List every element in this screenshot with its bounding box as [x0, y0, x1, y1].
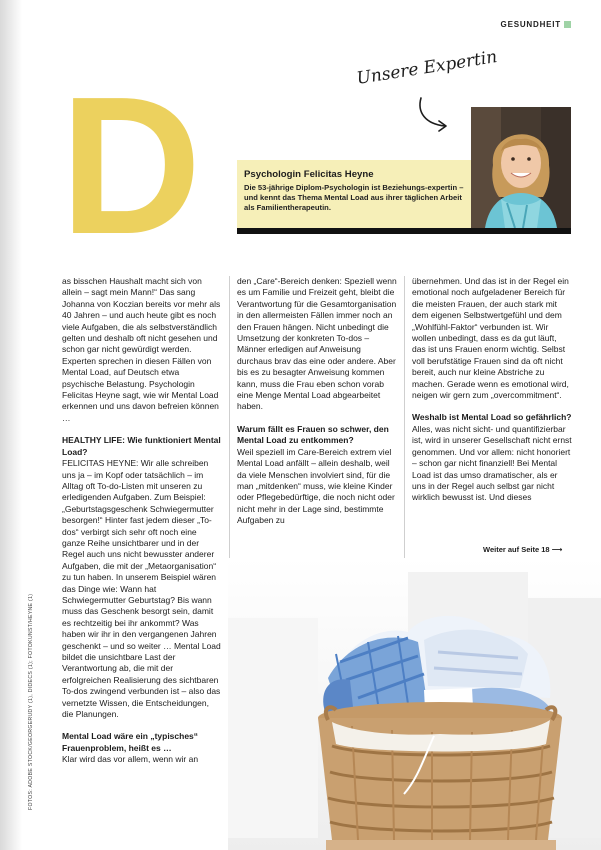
expert-description: Die 53-jährige Diplom-Psychologin ist Beziehungs-expertin – und kennt das Thema Mental Load aus ihrer täglichen Arbeit als Familientherapeutin. — [244, 183, 464, 212]
page-binding-shadow — [0, 0, 22, 850]
drop-cap: D — [60, 56, 202, 275]
expert-name: Psychologin Felicitas Heyne — [244, 169, 374, 180]
paragraph: den „Care“-Bereich denken: Speziell wenn es um Familie und Freizeit geht, bleibt die Verantwortung für die Gesamtorganisation in den allermeisten Fällen immer noch an den Frauen hängen. Nicht unbedingt die Umsetzung der konkreten To-dos – Männer erledigen auf Anweisung durchaus brav das eine oder andere. Aber bis es zu besagter Anweisung kommen kann, muss die Frau eben schon vorab eine Menge Mental Load abgearbeitet haben. — [237, 276, 397, 412]
paragraph: Klar wird das vor allem, wenn wir an — [62, 754, 199, 765]
interview-question: HEALTHY LIFE: Wie funktioniert Mental Load? — [62, 435, 221, 457]
expert-box-rule — [237, 228, 571, 234]
column-divider — [404, 276, 405, 562]
article-column-1 — [62, 276, 222, 766]
curved-arrow-icon — [415, 94, 455, 134]
laundry-basket-photo — [228, 558, 601, 850]
interview-question: Warum fällt es Frauen so schwer, den Mental Load zu entkommen? — [237, 423, 389, 446]
article-column-2 — [237, 276, 397, 527]
paragraph: übernehmen. Und das ist in der Regel ein emotional noch aufgeladener Bereich für die meisten Frauen, der auch stark mit dem eigenen Selbstwertgefühl und dem „Wohlfühl-Faktor“ verbunden ist. Wir wollen unbedingt, dass es da gut läuft, das ist uns Frauen enorm wichtig. Selbst voll berufstätige Frauen sind da oft nicht bereit, auch nur kleine Abstriche zu machen. Gerade wenn es emotional wird, neigen wir gern zum „overcommitment“. — [412, 276, 569, 401]
paragraph: FELICITAS HEYNE: Wir alle schreiben uns ja – im Kopf oder tatsächlich – im Alltag oft To-do-Listen mit unseren zu erledigenden Aufgaben. Zum Beispiel: „Geburtstagsgeschenk Schwiegermutter besorgen!“ Hinter fast jedem dieser „To-dos“ verbirgt sich sehr oft noch eine ganze Reihe unsichtbarer und in der Regel auch uns nicht bewusster anderer Aufgaben, die mit der „Metaorganisation“ zu tun haben. In unserem Beispiel wären das Dinge wie: Wann hat Schwiegermutter Geburtstag? Bis wann muss das Geschenk besorgt sein, damit es rechtzeitig bei ihr ankommt? Was haben wir ihr in den vergangenen Jahren geschenkt – und so weiter … Mental Load bildet die unsichtbare Last der Verantwortung ab, die mit der erfolgreichen Realisierung des sichtbaren To-dos zwingend verbunden ist – also das vernetzte Wissen, die Entscheidungen, die Planungen. — [62, 458, 221, 720]
paragraph: Alles, was nicht sicht- und quantifizierbar ist, wird in unserer Gesellschaft nicht ernst genommen. Und vor allem: nicht honoriert – schon gar nicht finanziell! Bei Mental Load ist das umso dramatischer, als er uns in der Regel auch selbst gar nicht wirklich bewusst ist. Und dieses — [412, 423, 572, 503]
continued-link[interactable]: Weiter auf Seite 18 ⟶ — [483, 545, 563, 554]
arrow-right-icon: ⟶ — [551, 545, 563, 554]
section-square-icon — [564, 21, 571, 28]
expert-portrait — [471, 107, 571, 228]
column-divider — [229, 276, 230, 562]
section-label: GESUNDHEIT — [501, 20, 571, 29]
interview-question: Weshalb ist Mental Load so gefährlich? — [412, 412, 572, 423]
expert-script-label: Unsere Expertin — [355, 47, 499, 89]
article-column-3 — [412, 276, 572, 504]
paragraph: as bisschen Haushalt macht sich von allein – sagt mein Mann!“ Das sang Johanna von Koczian bereits vor mehr als 40 Jahren – und auch heute gibt es noch viele Aufgaben, die als selbstverständlich gelten und deshalb oft nicht gesehen und schon gar nicht gewürdigt werden. Experten sprechen in diesen Fällen von Mental Load, auf Deutsch etwa psychische Belastung. Psychologin Felicitas Heyne sagt, wie wir Mental Load erkennen und uns davon befreien können … — [62, 276, 221, 423]
interview-question: Mental Load wäre ein „typisches“ Frauenproblem, heißt es … — [62, 731, 199, 753]
paragraph: Weil speziell im Care-Bereich extrem viel Mental Load anfällt – allein deshalb, weil da viele Menschen involviert sind, für die man „mitdenken“ muss, wie kleine Kinder oder Pflegebedürftige, die noch nicht oder nicht mehr in der Lage sind, bestimmte Aufgaben zu — [237, 446, 395, 526]
photo-credit: FOTOS: ADOBE STOCK/GEORGERUDY (1), DIDECS (1); FOTOKUNST/HEYNE (1) — [28, 593, 34, 810]
